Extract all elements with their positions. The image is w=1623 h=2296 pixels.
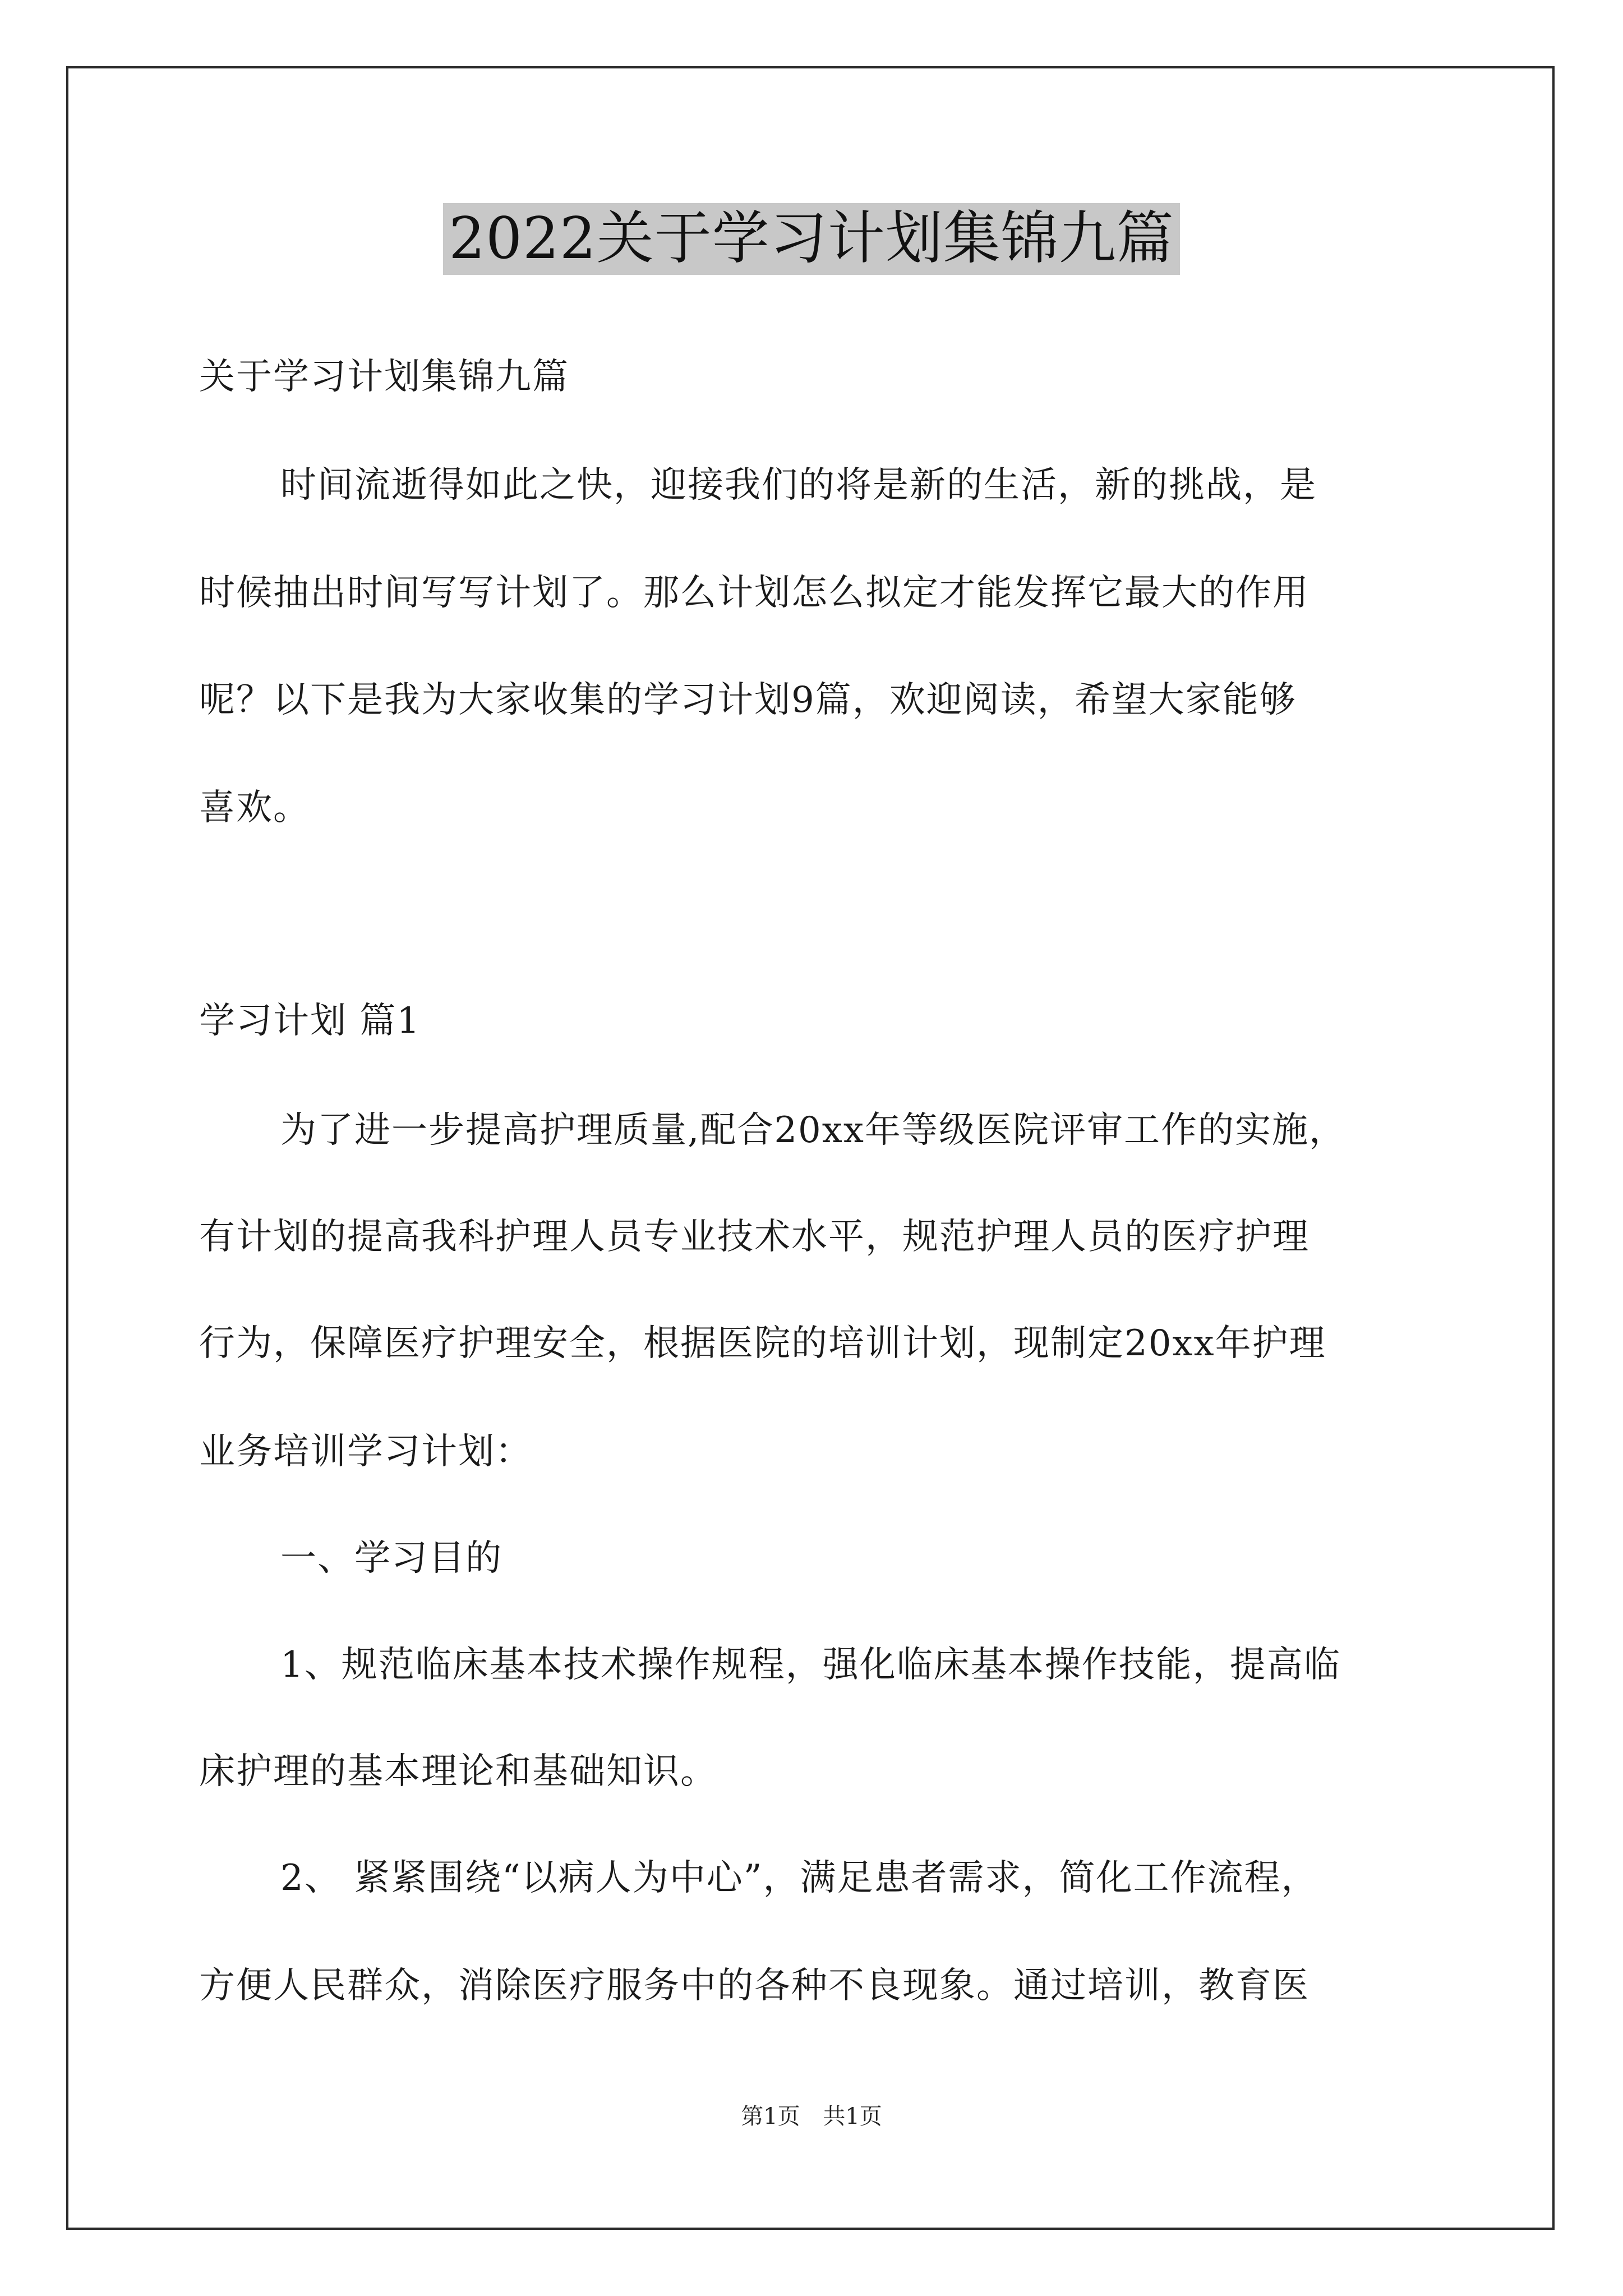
section-heading: 学习计划 篇1: [199, 1000, 421, 1042]
list-item-line: 1、规范临床基本技术操作规程，强化临床基本操作技能，提高临: [280, 1644, 1341, 1686]
page-total: 共1页: [823, 2104, 882, 2129]
paragraph-line: 时间流逝得如此之快，迎接我们的将是新的生活，新的挑战，是: [280, 464, 1317, 506]
list-item-line: 床护理的基本理论和基础知识。: [199, 1751, 717, 1792]
paragraph-line: 为了进一步提高护理质量,配合20xx年等级医院评审工作的实施，: [280, 1110, 1346, 1151]
list-item-line: 方便人民群众，消除医疗服务中的各种不良现象。通过培训，教育医: [199, 1965, 1310, 2007]
title-container: [0, 203, 1623, 275]
subtitle-line: 关于学习计划集锦九篇: [199, 356, 569, 398]
paragraph-line: 业务培训学习计划：: [199, 1431, 532, 1473]
paragraph-line: 呢？以下是我为大家收集的学习计划9篇，欢迎阅读，希望大家能够: [199, 679, 1297, 721]
page-footer: [0, 2102, 1623, 2131]
paragraph-line: 有计划的提高我科护理人员专业技术水平，规范护理人员的医疗护理: [199, 1216, 1310, 1258]
paragraph-line: 喜欢。: [199, 787, 310, 829]
page-number: 第1页: [741, 2104, 800, 2129]
list-item-line: 2、 紧紧围绕“以病人为中心”，满足患者需求，简化工作流程，: [280, 1857, 1318, 1899]
document-title: 2022关于学习计划集锦九篇: [443, 203, 1180, 275]
paragraph-line: 时候抽出时间写写计划了。那么计划怎么拟定才能发挥它最大的作用: [199, 572, 1310, 614]
paragraph-line: 行为，保障医疗护理安全，根据医院的培训计划，现制定20xx年护理: [199, 1323, 1326, 1364]
subsection-heading: 一、学习目的: [280, 1538, 502, 1579]
